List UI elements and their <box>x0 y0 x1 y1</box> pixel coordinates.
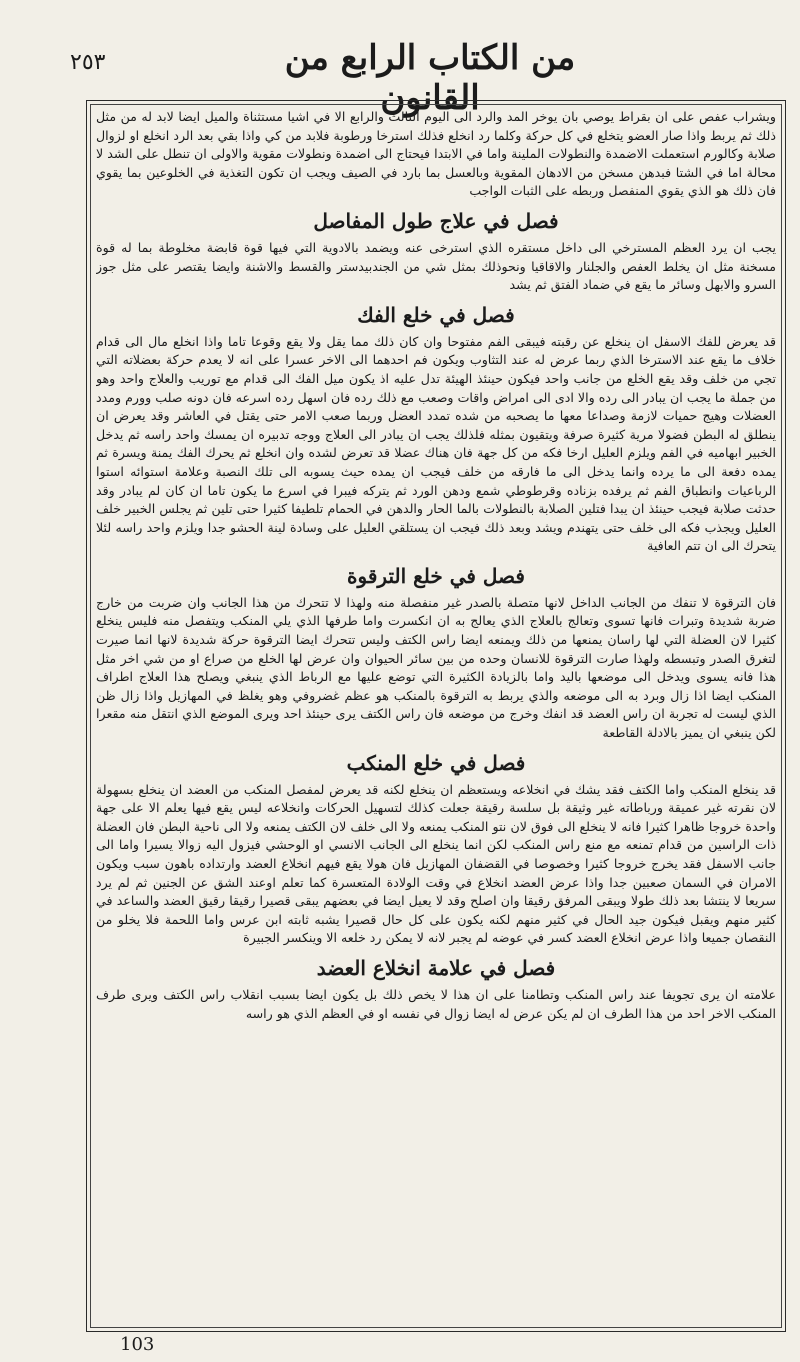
paragraph-shoulder-dislocation: قد ينخلع المنكب واما الكتف فقد يشك في انخلاعه ويستعظم ان ينخلع لكنه قد يعرض لمفصل المنكب من العضد ان ينخلع بسهولة لان نقرته غير عميقة ورباطاته غير وثيقة بل سلسة رقيقة جعلت كذلك لتسهيل الحركات وانخلاعه ليس يقع فيها يعلم الا على جهة واحدة خروجا ظاهرا كثيرا فانه لا ينخلع الى فوق لان نتو المنكب يمنعه ولا الى خلف لان الكتف يمنعه ولا الى ناحية البطن فان العضلة ذات الراسين من قدام تمنعه مع منع راس المنكب لكن انما ينخلع الى الجانب الانسي او الوحشي فيزول اليه زوالا يسيرا واما الى جانب الاسفل فقد يخرج خروجا كثيرا وخصوصا في القضفان المهازيل فان هولا يقع فيهم انخلاع العضد وارتداده باهون سبب ويكون الامران في السمان صعبين جدا واذا عرض العضد انخلاع في وقت الولادة المتعسرة كما تعلم اوعند الشق عن الجنين ثم لم يرد سريعا لا ينتشا بعد ذلك طولا ويبقى المرفق رقيقا وان اصلح وقد لا يعيل ايضا في بعضهم يبقى قصيرا رقيقا رقيق العضد والساعد في كثير منهم ويقبل فيكون جيد الحال في كثير منهم لكنه يكون على كل حال قصيرا يشبه ثابته ابن عرس واما اللحمة فلا يخلو من النقصان جميعا واذا عرض انخلاع العضد كسر في عوضه لم يجبر لانه لا يمكن رد خلعه الا وينكسر الجبيرة <box>96 781 776 946</box>
section-heading-shoulder-dislocation: فصل في خلع المنكب <box>346 750 526 775</box>
paragraph-humerus-dislocation-signs: علامته ان يرى تجويفا عند راس المنكب وتطامنا على ان هذا لا يخص ذلك بل يكون ايضا بسبب انقلاب راس الكتف ويرى طرف المنكب الاخر احد من هذا الطرف ان لم يكن عرض له ايضا زوال في نفسه او في العظم الذي هو راسه <box>96 986 776 1021</box>
paragraph-clavicle-dislocation: فان الترقوة لا تنفك من الجانب الداخل لانها متصلة بالصدر غير منفصلة منه ولهذا لا تتحرك من هذا الجانب وان ضربت من خارج ضربة شديدة وتبرات فانها تسوى وتعالج بالعلاج الذي يعالج به ان انكسرت واما طرفها الذي يلي المنكب ويتفصل منه فليس ينخلع كثيرا لان العضلة التي لها راسان يمنعها من ذلك ويمنعه ايضا راس الكتف وليس تتحرك ايضا الترقوة حركة شديدة لانها انما صيرت لتغرق الصدر وتبسطه ولهذا صارت الترقوة للانسان وحده من بين سائر الحيوان وان عرض لها الخلع من صراع او من شي اخر مثل هذا فانه يسوى ويدخل الى موضعها باليد واما بالزيادة الكثيرة التي توضع عليها مع الرباط الذي ينبغي ويصلح هذا العلاج اطراف المنكب ايضا اذا زال وبرد به الى موضعه والذي يربط به الترقوة بالمنكب هو عظم غضروفي وهو يغلظ في المهازيل واذا زال ظن الذي ليست له تجربة ان راس العضد قد انفك وخرج من موضعه فان راس الكتف يرى حينئذ احد ويرى الموضع الذي انتقل منه مقعرا لكن ينبغي ان يميز بالادلة القاطعة <box>96 594 776 741</box>
page-number-latin: 103 <box>120 1334 155 1355</box>
running-title: من الكتاب الرابع من القانون <box>284 38 576 118</box>
page-number-arabic: ٢٥٣ <box>70 50 106 75</box>
section-heading-clavicle-dislocation: فصل في خلع الترقوة <box>347 563 525 588</box>
main-text <box>96 108 776 1320</box>
section-heading-joints-elongation: فصل في علاج طول المفاصل <box>313 208 559 233</box>
paragraph-joints-elongation: يجب ان يرد العظم المسترخي الى داخل مستقره الذي استرخى عنه ويضمد بالادوية التي فيها قوة قابضة مخلوطة بما له قوة مسخنة مثل ان يخلط العفص والجلنار والاقاقيا ونحوذلك بمثل شي من الجندبيدستر والقسط والاشنة وايضا يقتصر على مثل جوز السرو والابهل وسائر ما يقع في ضماد الفتق ثم يشد <box>96 239 776 293</box>
paragraph-continuation: ويشراب عفص على ان بقراط يوصي بان يوخر المد والرد الى اليوم الثالث والرابع الا في اشيا مستثناة والميل ايضا لابد له من مثل ذلك ثم يربط واذا صار العضو يتخلع في كل حركة وكلما رد انخلع فذلك استرخا ورطوبة فلابد من كي واذا بقي بعد الرد انخلع او لزوال صلابة وكالورم استعملت الاضمدة والنطولات الملينة واما في الابتدا فيحتاج الى اضمدة ونطولات مقوية والاولى ان تنطل على الشد لا محالة اما في الشتا فبدهن مسخن من الادهان المقوية وبالعسل بما بارد في الصيف ويجب ان تكون التغذية في الخلوعين بما يقوي فان ذلك هو الذي يقوي المنفصل وربطه على الثبات الواجب <box>96 109 776 199</box>
page-header <box>40 30 770 118</box>
paragraph-jaw-dislocation: قد يعرض للفك الاسفل ان ينخلع عن رقبته فيبقى الفم مفتوحا وان كان ذلك مما يقل ولا يقع وقوعا تاما واذا انخلع مال الى قدام خلاف ما يقع عند الاسترخا الذي ربما عرض له عند التثاوب ويكون فم احدهما الى الاخر عسرا على انه لا يعدم حركة بعضلاته التي تجي من خلف وقد يقع الخلع من جانب واحد فيكون حينئذ الهيئة تدل عليه اذ يكون ميل الفك الى قدام مع توريب والعلاج واحد وهو من جملة ما يجب ان يبادر الى رده والا ادى الى امراض واقات وصعب مع ذلك رده فان اسهل رده اسرعه فان دونه صلب وورم ومدد العضلات وهيج حميات لازمة وصداعا معها ما يصحبه من شده تمدد العضل وربما صعب الامر حتى يقتل في العاشر وقد يعرض ان ينطلق له البطن فضولا مرية كثيرة صرفة ويتقيون بمثله فلذلك يجب ان يبادر الى العلاج ووجه تدبيره ان يمسك واحد راسه ثم يدخل الخبير ابهاميه في الفم ويلزم العليل ارخا فكه من كل جهة فان هناك عضلا قد تعرض لشده وان انخلع ثم يحرك الفك يمنة ويسرة ثم يمده دفعة الى ما يرده وانما يدخل الى ما فارقه من خلف فيجب ان يمده حيث يسوبه الى تلك النصبة وعلامة استوائه استوا الرباعيات وانطباق الفم ثم يرفده بزناده وقرطوطي شمع ودهن الورد ثم يتركه فيبرا في اسرع ما يكون تاما ان كان لم يبادر وقد حدثت صلابة فيجب حينئذ ان يبدا فتلين الصلابة بالنطولات بالما الحار والدهن في الحمام تلطيفا كثيرا حتى تلين ثم يجلس الخبير خلف العليل ويجذب فكه الى خلف حتى يتهندم ويشد وبعد ذلك فيجب ان يستلقي العليل على وسادة لينة الحشو جدا ويلزم واحد راسه لئلا يتحرك الى ان تتم العافية <box>96 333 776 554</box>
section-heading-jaw-dislocation: فصل في خلع الفك <box>357 302 515 327</box>
section-heading-humerus-dislocation-signs: فصل في علامة انخلاع العضد <box>316 955 556 980</box>
